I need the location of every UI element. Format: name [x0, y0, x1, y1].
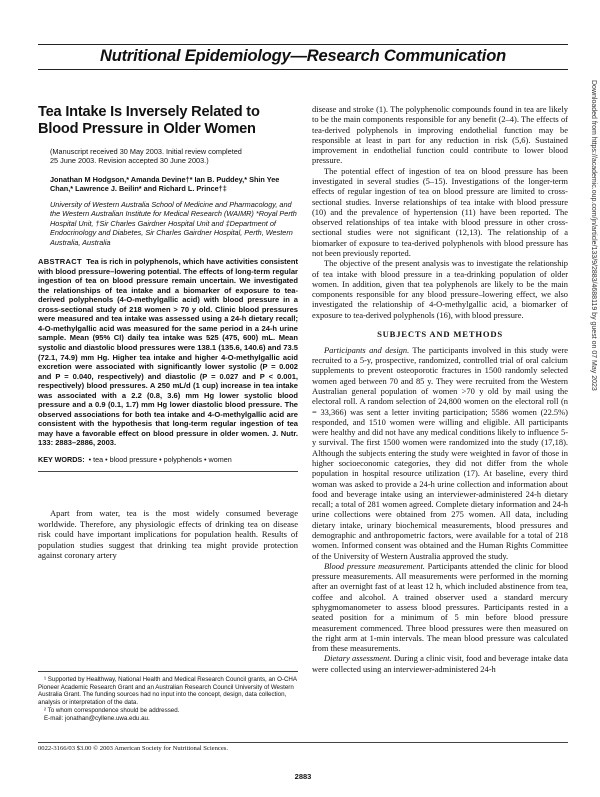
bp-paragraph [312, 561, 568, 654]
dietary-paragraph [312, 653, 568, 674]
issn-line: 0022-3166/03 $3.00 © 2003 American Society for Nutritional Sciences. [38, 742, 568, 753]
keywords-list: • tea • blood pressure • polyphenols • women [88, 454, 232, 464]
footnote-funding: ¹ Supported by Healthway, National Health and Medical Research Council grants, an O-CHA Pioneer Academic Research Grant and an Australian Research Council University of Western Australia Grant. The funding sources had no input into the concept, design, data collection, analysis or interpretation of the data. [38, 676, 297, 707]
introduction-paragraph: Apart from water, tea is the most widely consumed beverage worldwide. Therefore, any physiologic effects of drinking tea on disease risk could have important implications for population health. Results of population studies suggest that drinking tea might provide protection against coronary artery [38, 507, 298, 561]
bp-text: Participants attended the clinic for blood pressure measurements. All measurements were performed in the morning after an overnight fast of at least 12 h, which included abstinence from tea, coffee and alcohol. A trained observer used a standard mercury sphygmomanometer to assess blood pressures. Participants rested in a seated position for a minimum of 5 min before blood pressure measurement commenced. Three blood pressures were then measured on the right arm at 1-min intervals. The mean blood pressure was calculated from these measurements. [312, 560, 568, 654]
author-list: Jonathan M Hodgson,* Amanda Devine†* Ian B. Puddey,* Shin Yee Chan,* Lawrence J. Beilin* and Richard L. Prince†‡ [50, 174, 280, 194]
footnote-correspondence: ² To whom correspondence should be addressed. [44, 706, 180, 714]
journal-header-text: Nutritional Epidemiology—Research Communication [100, 47, 506, 65]
article-title: Tea Intake Is Inversely Related to Blood Pressure in Older Women [38, 104, 260, 137]
right-column [312, 104, 568, 674]
dietary-heading: Dietary assessment. [324, 653, 392, 664]
participants-heading: Participants and design. [324, 344, 410, 355]
keywords-label: KEY WORDS: [38, 454, 85, 464]
page-number: 2883 [294, 772, 312, 781]
body-paragraph: disease and stroke (1). The polyphenolic compounds found in tea are likely to be the main components responsible for any benefit (2–4). The effects of tea-derived polyphenols in improving endothelial function may be responsible at least in part for any reduction in risk (5,6). Sustained improvement in endothelial function could contribute to lower blood pressure. [312, 104, 568, 166]
left-column [38, 104, 298, 561]
participants-text: The participants involved in this study were recruited to a 5-y, prospective, randomized, controlled trial of oral calcium supplements to prevent osteoporotic fractures in 1500 randomly selected women aged between 70 and 85 y. They were recruited from the Western Australian general population of women >70 y old by mail using the electoral roll. A random selection of 24,800 women on the electoral roll (n = 33,366) was sent a letter inviting participation; 5586 women (22.5%) responded, and 1510 women were willing and eligible. All participants were healthy and did not have any medical conditions likely to influence 5-y survival. The first 1500 women were randomized into the study (17,18). Although the subjects entering the study were weighted in favor of those in higher socioeconomic categories, they did not differ from the whole population in hospital resource utilization (17). At baseline, every third woman was asked to provide a 24-h urine collection and information about food and beverage intake using an interviewer-administered 24-h dietary recall; a total of 281 women agreed. Complete dietary information and 24-h urine collections were obtained from 275 women. All data, including dietary intake, urinary biochemical measurements, blood pressures and demographic and anthropometric factors, were available for a total of 218 women. Informed consent was obtained and the Human Rights Committee of the University of Western Australia approved the study. [312, 344, 568, 561]
journal-header [38, 44, 568, 70]
body-paragraph: The objective of the present analysis was to investigate the relationship of tea intake with blood pressure in a tea-drinking population of older women. In addition, given that tea polyphenols are likely to be the main components responsible for any blood pressure–lowering effect, we also investigated the relationship of 4-O-methylgallic acid, a biomarker of exposure to tea-derived polyphenols (16), with blood pressure. [312, 258, 568, 320]
download-watermark: Downloaded from https://academic.oup.com/jn/article/133/9/2883/4688119 by guest on 07 May 2023 [590, 80, 597, 391]
affiliations: University of Western Australia School of Medicine and Pharmacology, and the Western Australian Institute for Medical Research (WAIMR) *Royal Perth Hospital Unit, †Sir Charles Gairdner Hospital Unit and ‡Department of Endocrinology and Diabetes, Sir Charles Gairdner Hospital, Perth, Western Australia, Australia [50, 200, 297, 247]
footnote-email: E-mail: jonathan@cyllene.uwa.edu.au. [44, 714, 150, 722]
bp-heading: Blood pressure measurement. [324, 560, 425, 571]
abstract [38, 257, 298, 448]
abstract-label: ABSTRACT [38, 257, 82, 267]
keywords [38, 455, 298, 472]
body-paragraph: The potential effect of ingestion of tea on blood pressure has been investigated in several studies (5–15). Investigations of the longer-term effects of regular ingestion of tea on blood pressure are limited to cross-sectional studies. Inverse relationships of tea intake with blood pressure (10) and the prevalence of hypertension (11) have been reported. The observed relationships of tea intake with blood pressure in other cross-sectional studies were not significant (12,13). The relationship of a biomarker of exposure to tea-derived polyphenols with blood pressure has not been previously reported. [312, 165, 568, 258]
footnotes [38, 671, 298, 722]
section-heading: SUBJECTS AND METHODS [377, 328, 503, 339]
manuscript-dates: (Manuscript received 30 May 2003. Initial review completed 25 June 2003. Revision accepted 30 June 2003.) [50, 147, 242, 166]
abstract-text: Tea is rich in polyphenols, which have activities consistent with blood pressure–lowering potential. The effects of long-term regular ingestion of tea on blood pressure remain uncertain. We investigated the relationships of tea intake and a biomarker of exposure to tea-derived polyphenols (4-O-methylgallic acid) with blood pressure in a cross-sectional study of 218 women > 70 y old. Clinic blood pressures were measured and tea intake was assessed using a 24-h dietary recall; 4-O-methylgallic acid was measured for the same period in a 24-h urine sample. Mean (95% CI) daily tea intake was 525 (475, 600) mL. Mean systolic and diastolic blood pressures were 138.1 (135.6, 140.6) and 73.5 (72.1, 74.9) mm Hg. Higher tea intake and higher 4-O-methylgallic acid excretion were associated with significantly lower systolic (P = 0.002 and P = 0.040, respectively) and diastolic (P = 0.027 and P < 0.001, respectively) blood pressures. A 250 mL/d (1 cup) increase in tea intake was associated with a 2.2 (0.8, 3.6) mm Hg lower systolic blood pressure and a 0.9 (0.1, 1.7) mm Hg lower diastolic blood pressure. The observed associations for both tea intake and 4-O-methylgallic acid are consistent with the hypothesis that long-term regular ingestion of tea may have a favorable effect on blood pressure in older women. J. Nutr. 133: 2883–2886, 2003. [38, 257, 298, 448]
dietary-text: During a clinic visit, food and beverage intake data were collected using an interviewer-administered 24-h [312, 653, 568, 674]
participants-paragraph [312, 345, 568, 561]
